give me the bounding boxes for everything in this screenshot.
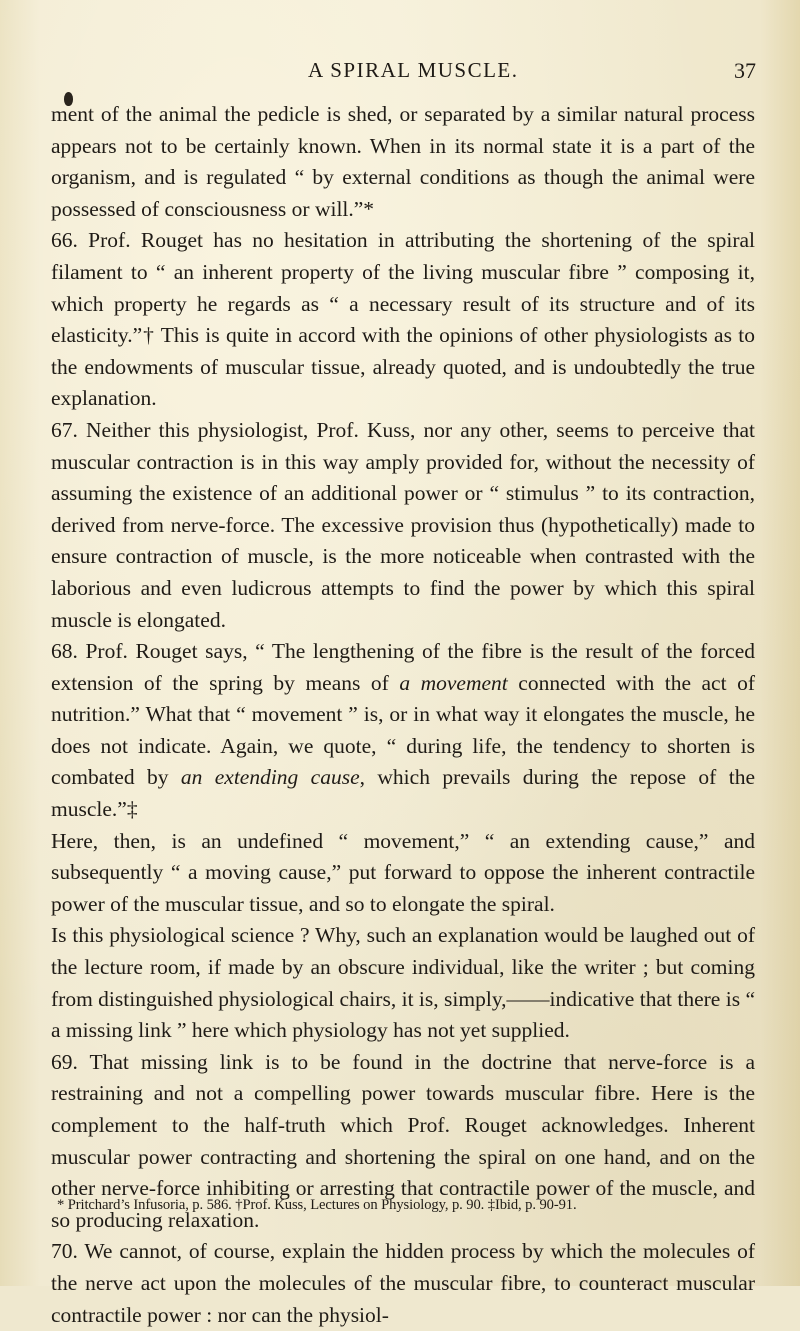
paragraph-67: 67. Neither this physiologist, Prof. Kuss, nor any other, seems to perceive that muscular contraction is in this way amply provided for, without the necessity of assuming the existence of an additional power or “ stimulus ” to its contraction, derived from nerve-force. The excessive provision thus (hypothetically) made to ensure contraction of muscle, is the more noticeable when contrasted with the laborious and even ludicrous attempts to find the power by which this spiral muscle is elongated. — [51, 417, 755, 632]
paragraph-69: 69. That missing link is to be found in the doctrine that nerve-force is a restraining and not a compelling power towards muscular fibre. Here is the complement to the half-truth which Prof. Rouget acknowledges. Inherent muscular power contracting and shortening the spiral on one hand, and on the other nerve-force inhibiting or arresting that contractile power of the muscle, and so producing relaxation. — [51, 1049, 755, 1232]
paragraph-68-text-3: , which prevails during the repose of the muscle.”‡ — [51, 765, 755, 822]
running-head — [0, 58, 800, 88]
paragraph-68-italic-1: a movement — [399, 670, 508, 695]
paragraph-68 — [51, 636, 755, 826]
paragraph-68-here-then: Here, then, is an undefined “ movement,” “ an extending cause,” and subsequently “ a moving cause,” put forward to oppose the inherent contractile power of the muscular tissue, and so to elongate the spiral. — [51, 828, 755, 916]
running-title: A SPIRAL MUSCLE. — [308, 58, 519, 82]
paragraph-68-italic-2: an extending cause — [180, 765, 360, 790]
footnotes: * Pritchard’s Infusoria, p. 586. †Prof. Kuss, Lectures on Physiology, p. 90. ‡Ibid, p. 90-91. — [57, 1197, 577, 1213]
paragraph-68-is-this: Is this physiological science ? Why, such an explanation would be laughed out of the lecture room, if made by an obscure individual, like the writer ; but coming from distinguished physiological chairs, it is, simply,——indicative that there is “ a missing link ” here which physiology has not yet supplied. — [51, 923, 755, 1043]
paragraph-70: 70. We cannot, of course, explain the hidden process by which the molecules of the nerve act upon the molecules of the muscular fibre, to counteract muscular contractile power : nor can the physiol- — [51, 1239, 755, 1327]
paragraph-continued: ment of the animal the pedicle is shed, or separated by a similar natural process appears not to be certainly known. When in its normal state it is a part of the organism, and is regulated “ by external conditions as though the animal were possessed of consciousness or will.”* — [51, 102, 755, 221]
page-number: 37 — [734, 58, 756, 83]
paragraph-66: 66. Prof. Rouget has no hesitation in attributing the shortening of the spiral filament to “ an inherent property of the living muscular fibre ” composing it, which property he regards as “ a necessary result of its structure and of its elasticity.”† This is quite in accord with the opinions of other physiologists as to the endowments of muscular tissue, already quoted, and is undoubtedly the true explanation. — [51, 228, 755, 411]
body-text — [51, 99, 755, 1331]
paragraph-68-text-2: connected with the act of nutrition.” What that “ movement ” is, or in what way it elongates the muscle, he does not indicate. Again, we quote, “ during life, the tendency to shorten is combated by — [51, 670, 756, 790]
paragraph-68-text-1: 68. Prof. Rouget says, “ The lengthening of the fibre is the result of the forced extension of the spring by means of — [51, 639, 755, 695]
